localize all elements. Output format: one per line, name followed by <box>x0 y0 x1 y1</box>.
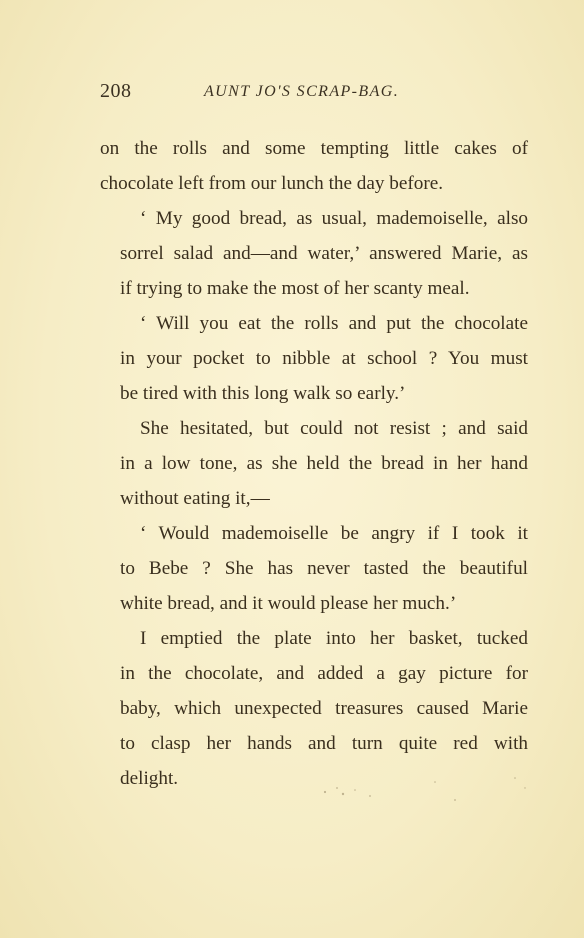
text-line: if trying to make the most of her scanty meal. <box>120 278 470 299</box>
text-line: be tired with this long walk so early.’ <box>120 383 406 404</box>
text-line: on the rolls and some tempting little cakes of <box>100 138 528 159</box>
paragraph <box>100 411 528 516</box>
body-text <box>100 131 528 796</box>
text-line: in the chocolate, and added a gay picture for <box>120 663 528 684</box>
running-head: AUNT JO'S SCRAP-BAG. <box>204 83 400 100</box>
text-line: sorrel salad and—and water,’ answered Marie, as <box>120 243 528 264</box>
text-line: ‘ Will you eat the rolls and put the chocolate <box>140 313 528 334</box>
paragraph <box>100 516 528 621</box>
text-line: delight. <box>120 768 179 789</box>
text-line: I emptied the plate into her basket, tucked <box>140 628 528 649</box>
text-line: white bread, and it would please her much.’ <box>120 593 457 614</box>
text-line: ‘ Would mademoiselle be angry if I took it <box>140 523 528 544</box>
text-line: in a low tone, as she held the bread in her hand <box>120 453 528 474</box>
text-line: baby, which unexpected treasures caused Marie <box>120 698 528 719</box>
page-header <box>100 80 530 110</box>
text-line: She hesitated, but could not resist ; and said <box>140 418 528 439</box>
text-line: in your pocket to nibble at school ? You must <box>120 348 528 369</box>
paragraph <box>100 131 528 201</box>
paragraph <box>100 201 528 306</box>
paragraph <box>100 306 528 411</box>
page-number: 208 <box>100 80 132 102</box>
text-line: to Bebe ? She has never tasted the beautiful <box>120 558 528 579</box>
text-line: chocolate left from our lunch the day before. <box>100 173 444 194</box>
paper-specks <box>285 770 535 810</box>
text-line: without eating it,— <box>120 488 270 509</box>
text-line: ‘ My good bread, as usual, mademoiselle, also <box>140 208 528 229</box>
text-line: to clasp her hands and turn quite red with <box>120 733 528 754</box>
